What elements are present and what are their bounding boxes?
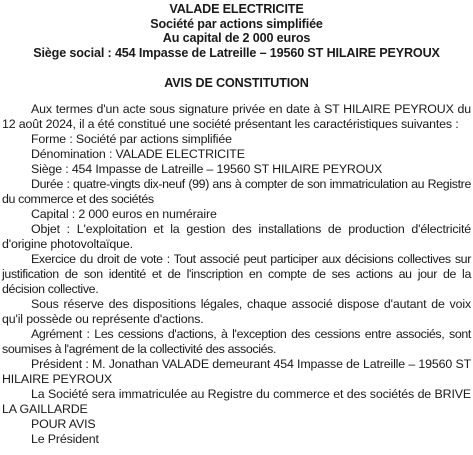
company-form: Société par actions simplifiée xyxy=(150,16,323,31)
paragraph-vote: Exercice du droit de vote : Tout associé peut participer aux décisions collectives sur justification de son identité et de l'inscription en compte de ses actions au jour de la décision collective. xyxy=(2,252,471,296)
paragraph-immatriculation: La Société sera immatriculée au Registre du commerce et des sociétés de BRIVE LA GAILLARDE xyxy=(2,387,471,416)
paragraph-capital: Capital : 2 000 euros en numéraire xyxy=(31,207,217,221)
company-name: VALADE ELECTRICITE xyxy=(169,2,304,16)
paragraph-president: Président : M. Jonathan VALADE demeurant 454 Impasse de Latreille – 19560 ST HILAIRE PEYROUX xyxy=(2,357,471,386)
paragraph-duree: Durée : quatre-vingts dix-neuf (99) ans à compter de son immatriculation au Registre du commerce et des sociétés xyxy=(2,177,471,206)
notice-header xyxy=(2,2,471,60)
pour-avis: POUR AVIS xyxy=(31,417,96,431)
company-capital: Au capital de 2 000 euros xyxy=(162,31,311,45)
paragraph-voix: Sous réserve des dispositions légales, chaque associé dispose d'autant de voix qu'il possède ou représente d'actions. xyxy=(2,297,471,326)
paragraph-denomination: Dénomination : VALADE ELECTRICITE xyxy=(31,147,245,161)
paragraph-siege: Siège : 454 Impasse de Latreille – 19560 ST HILAIRE PEYROUX xyxy=(31,162,383,176)
paragraph-agrement: Agrément : Les cessions d'actions, à l'exception des cessions entre associés, sont soumises à l'agrément de la collectivité des associés. xyxy=(2,327,471,356)
signatory: Le Président xyxy=(31,432,99,446)
paragraph-intro: Aux termes d'un acte sous signature privée en date à ST HILAIRE PEYROUX du 12 août 2024, il a été constitué une société présentant les caractéristiques suivantes : xyxy=(2,102,471,131)
paragraph-objet: Objet : L'exploitation et la gestion des installations de production d'électricité d'origine photovoltaïque. xyxy=(2,222,471,251)
notice-title: AVIS DE CONSTITUTION xyxy=(164,76,309,90)
paragraph-forme: Forme : Société par actions simplifiée xyxy=(31,132,232,146)
registered-office: Siège social : 454 Impasse de Latreille – 19560 ST HILAIRE PEYROUX xyxy=(33,45,440,60)
